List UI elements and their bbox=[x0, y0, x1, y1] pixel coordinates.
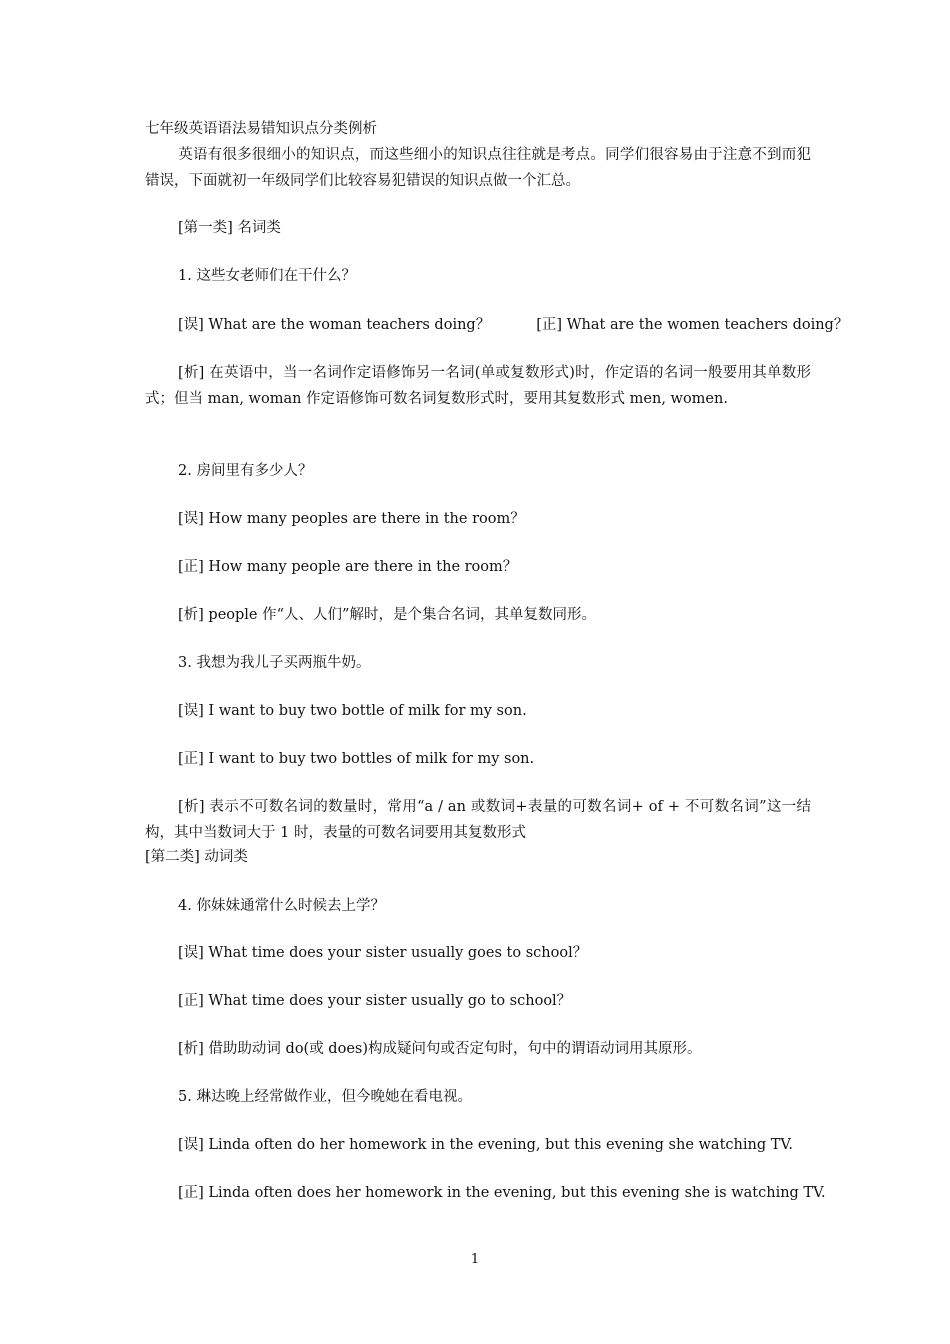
question-1-right: [正] What are the women teachers doing？ bbox=[536, 317, 849, 333]
question-1: 1. 这些女老师们在干什么？ bbox=[178, 268, 356, 284]
question-3-right: [正] I want to buy two bottles of milk for my son. bbox=[178, 751, 535, 767]
page-number: 1 bbox=[470, 1252, 480, 1267]
question-1-analysis: [析] 在英语中，当一名词作定语修饰另一名词(单或复数形式)时，作定语的名词一般要用其单数形式；但当 man, woman 作定语修饰可数名词复数形式时，要用其复数形式 men, women. bbox=[145, 365, 811, 407]
question-2-analysis: [析] people 作“人、人们”解时，是个集合名词，其单复数同形。 bbox=[178, 607, 596, 623]
question-1-answers bbox=[178, 315, 848, 335]
question-5-wrong: [误] Linda often do her homework in the evening, but this evening she watching TV. bbox=[178, 1137, 793, 1153]
category-heading-1: [第一类] 名词类 bbox=[178, 220, 281, 236]
question-2: 2. 房间里有多少人？ bbox=[178, 463, 313, 479]
question-5: 5. 琳达晚上经常做作业，但今晚她在看电视。 bbox=[178, 1089, 472, 1105]
question-2-right: [正] How many people are there in the room？ bbox=[178, 559, 518, 575]
question-5-right: [正] Linda often does her homework in the evening, but this evening she is watching TV. bbox=[178, 1185, 826, 1201]
document-title: 七年级英语语法易错知识点分类例析 bbox=[145, 121, 377, 137]
question-1-analysis-paragraph bbox=[145, 360, 811, 412]
question-2-wrong: [误] How many peoples are there in the room？ bbox=[178, 511, 525, 527]
question-1-wrong: [误] What are the woman teachers doing？ bbox=[178, 317, 491, 333]
question-4-wrong: [误] What time does your sister usually goes to school？ bbox=[178, 945, 588, 961]
question-3-analysis-paragraph bbox=[145, 794, 811, 846]
intro-paragraph bbox=[145, 142, 811, 194]
question-3-wrong: [误] I want to buy two bottle of milk for my son. bbox=[178, 703, 527, 719]
category-heading-2: [第二类] 动词类 bbox=[145, 849, 248, 865]
question-4-analysis: [析] 借助助动词 do(或 does)构成疑问句或否定句时，句中的谓语动词用其原形。 bbox=[178, 1041, 702, 1057]
intro-text: 英语有很多很细小的知识点，而这些细小的知识点往往就是考点。同学们很容易由于注意不到而犯错误，下面就初一年级同学们比较容易犯错误的知识点做一个汇总。 bbox=[145, 147, 811, 189]
question-3: 3. 我想为我儿子买两瓶牛奶。 bbox=[178, 655, 371, 671]
question-4-right: [正] What time does your sister usually go to school？ bbox=[178, 993, 572, 1009]
question-3-analysis: [析] 表示不可数名词的数量时，常用“a / an 或数词+表量的可数名词+ of + 不可数名词”这一结构，其中当数词大于 1 时，表量的可数名词要用其复数形式 bbox=[145, 799, 811, 841]
question-4: 4. 你妹妹通常什么时候去上学？ bbox=[178, 898, 385, 914]
